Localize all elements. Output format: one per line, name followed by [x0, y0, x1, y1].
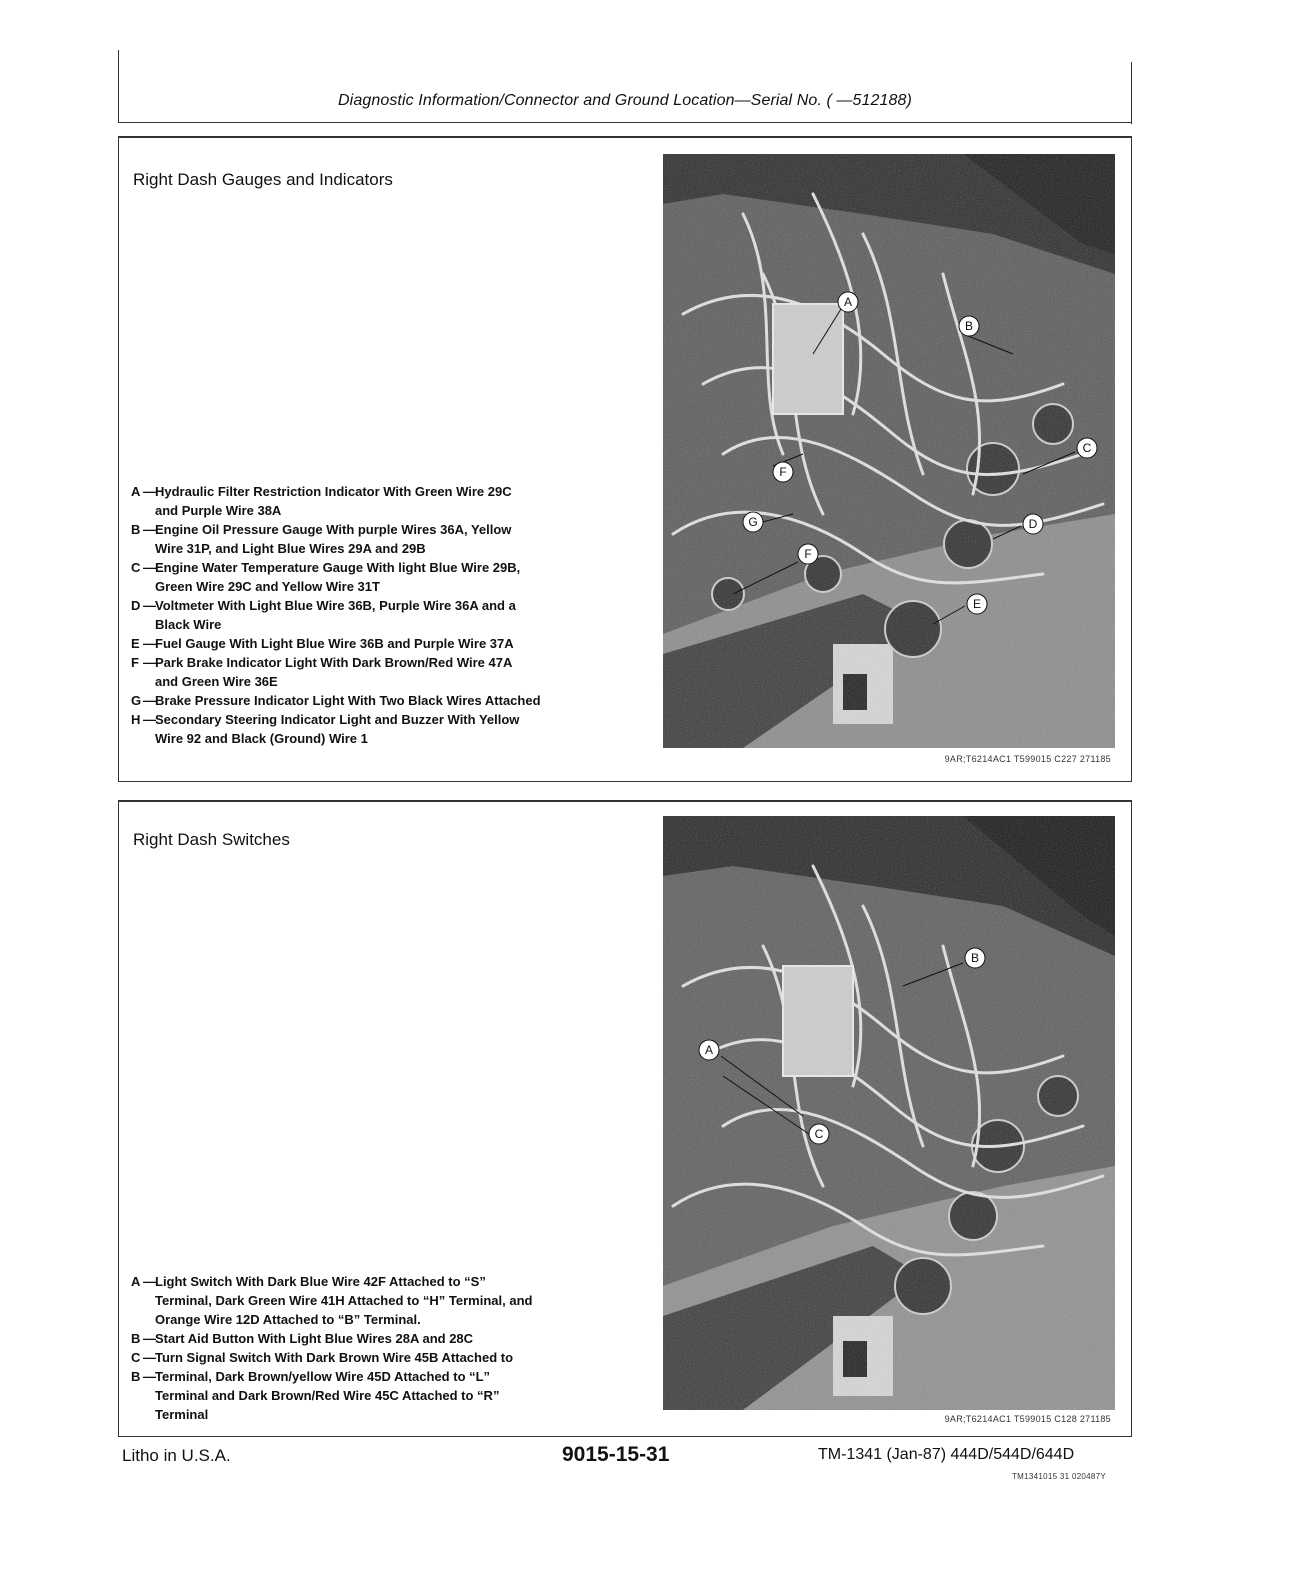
legend-item [131, 1348, 631, 1367]
legend-letter: D [131, 598, 141, 613]
legend-text: Brake Pressure Indicator Light With Two Black Wires Attached [155, 693, 541, 708]
legend-item [131, 539, 631, 558]
legend-item [131, 1291, 631, 1310]
legend-item [131, 1329, 631, 1348]
legend-text: Park Brake Indicator Light With Dark Brown/Red Wire 47A [155, 655, 513, 670]
footer-manual-id: TM-1341 (Jan-87) 444D/544D/644D [818, 1446, 1075, 1463]
legend-text: Hydraulic Filter Restriction Indicator With Green Wire 29C [155, 484, 512, 499]
dash-gauges-photo [663, 154, 1115, 748]
legend-text: Terminal, Dark Green Wire 41H Attached to “H” Terminal, and [155, 1293, 533, 1308]
page-header-title: Diagnostic Information/Connector and Ground Location—Serial No. ( —512188) [338, 92, 912, 109]
footer-code: TM1341015 31 020487Y [1012, 1472, 1107, 1481]
legend-letter: B [131, 522, 141, 537]
callout-label: A [843, 295, 853, 309]
legend-letter: H [131, 712, 141, 727]
callout-label: F [779, 465, 787, 479]
legend-dash: — [143, 1331, 156, 1346]
legend-list [131, 1272, 631, 1424]
dash-switches-photo [663, 816, 1115, 1410]
legend-text: Start Aid Button With Light Blue Wires 28A and 28C [155, 1331, 474, 1346]
legend-dash: — [143, 1350, 156, 1365]
legend-item [131, 558, 631, 577]
legend-letter: A [131, 484, 141, 499]
page-number: 9015-15-31 [562, 1443, 670, 1466]
legend-list [131, 482, 631, 748]
section-title: Right Dash Gauges and Indicators [133, 170, 393, 189]
legend-text: Black Wire [155, 617, 222, 632]
legend-dash: — [143, 522, 156, 537]
legend-letter: E [131, 636, 140, 651]
legend-item [131, 691, 631, 710]
legend-text: Turn Signal Switch With Dark Brown Wire 45B Attached to [155, 1350, 514, 1365]
legend-letter: A [131, 1274, 141, 1289]
legend-text: Orange Wire 12D Attached to “B” Terminal. [155, 1312, 421, 1327]
legend-item [131, 596, 631, 615]
legend-letter: B [131, 1369, 141, 1384]
legend-text: Light Switch With Dark Blue Wire 42F Attached to “S” [155, 1274, 486, 1289]
legend-text: Terminal [155, 1407, 209, 1422]
legend-text: Terminal and Dark Brown/Red Wire 45C Attached to “R” [155, 1388, 500, 1403]
header-left-rule [118, 50, 119, 122]
legend-text: Wire 92 and Black (Ground) Wire 1 [155, 731, 368, 746]
photo-code: 9AR;T6214AC1 T599015 C227 271185 [944, 754, 1111, 764]
legend-dash: — [143, 712, 156, 727]
legend-item [131, 710, 631, 729]
legend-item [131, 520, 631, 539]
legend-text: Wire 31P, and Light Blue Wires 29A and 29B [155, 541, 426, 556]
legend-text: and Purple Wire 38A [155, 503, 282, 518]
section-title: Right Dash Switches [133, 830, 290, 849]
callout-label: C [1082, 441, 1092, 455]
callout-label: F [804, 547, 812, 561]
legend-item [131, 577, 631, 596]
legend-text: Green Wire 29C and Yellow Wire 31T [155, 579, 380, 594]
callout-label: E [972, 597, 982, 611]
legend-item [131, 482, 631, 501]
legend-text: Terminal, Dark Brown/yellow Wire 45D Attached to “L” [155, 1369, 491, 1384]
photo-illustration [663, 816, 1115, 1410]
legend-text: Engine Oil Pressure Gauge With purple Wires 36A, Yellow [155, 522, 512, 537]
legend-dash: — [143, 560, 156, 575]
legend-letter: G [131, 693, 142, 708]
callout-label: B [964, 319, 974, 333]
legend-dash: — [143, 484, 156, 499]
callout-label: D [1028, 517, 1038, 531]
legend-dash: — [143, 1369, 156, 1384]
legend-item [131, 653, 631, 672]
header-divider [118, 122, 1132, 123]
legend-letter: C [131, 560, 141, 575]
legend-text: Fuel Gauge With Light Blue Wire 36B and Purple Wire 37A [155, 636, 514, 651]
legend-dash: — [143, 693, 156, 708]
legend-item [131, 729, 631, 748]
legend-item [131, 1272, 631, 1291]
legend-item [131, 1367, 631, 1386]
legend-dash: — [143, 1274, 156, 1289]
legend-letter: C [131, 1350, 141, 1365]
callout-label: G [748, 515, 758, 529]
section-right-dash-switches [118, 800, 1132, 1437]
legend-text: Secondary Steering Indicator Light and Buzzer With Yellow [155, 712, 520, 727]
callout-label: A [704, 1043, 714, 1057]
legend-item [131, 1310, 631, 1329]
legend-item [131, 1405, 631, 1424]
legend-item [131, 501, 631, 520]
callout-label: B [970, 951, 980, 965]
callout-label: C [814, 1127, 824, 1141]
legend-text: Engine Water Temperature Gauge With light Blue Wire 29B, [155, 560, 521, 575]
legend-item [131, 672, 631, 691]
legend-text: Voltmeter With Light Blue Wire 36B, Purple Wire 36A and a [155, 598, 516, 613]
legend-dash: — [143, 598, 156, 613]
legend-item [131, 615, 631, 634]
footer-litho: Litho in U.S.A. [122, 1446, 231, 1465]
legend-dash: — [143, 636, 156, 651]
photo-illustration [663, 154, 1115, 748]
legend-dash: — [143, 655, 156, 670]
legend-letter: F [131, 655, 139, 670]
section-right-dash-gauges [118, 136, 1132, 782]
photo-code: 9AR;T6214AC1 T599015 C128 271185 [944, 1414, 1111, 1424]
legend-item [131, 1386, 631, 1405]
legend-text: and Green Wire 36E [155, 674, 278, 689]
legend-letter: B [131, 1331, 141, 1346]
legend-item [131, 634, 631, 653]
